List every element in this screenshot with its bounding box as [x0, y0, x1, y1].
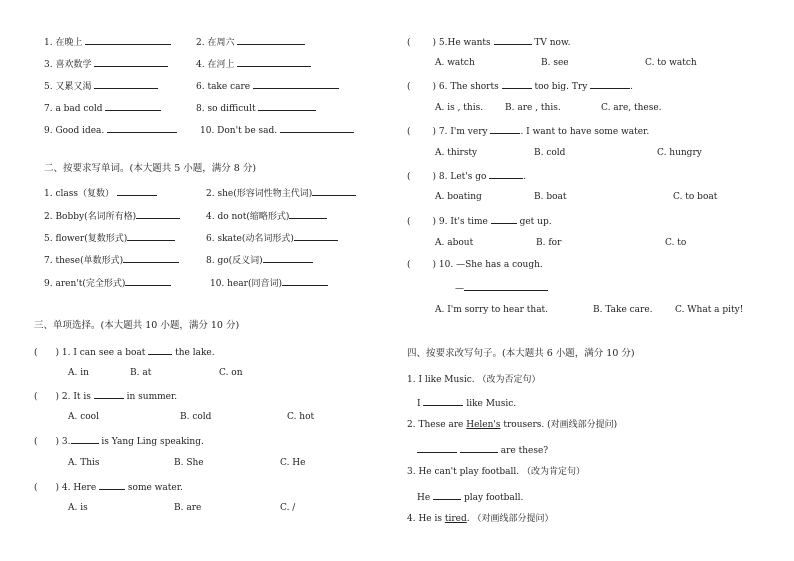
mc-1-option-b: B. at: [130, 368, 152, 378]
s1-item-1: 1. 在晚上: [44, 35, 171, 49]
mc-1-option-a: A. in: [68, 368, 89, 378]
s2-item-6: 6. skate(动名词形式): [206, 231, 338, 245]
section-3-heading: 三、单项选择。(本大题共 10 小题，满分 10 分): [34, 320, 240, 331]
mc-9-option-c: C. to: [665, 238, 687, 248]
answer-blank[interactable]: [491, 214, 517, 224]
mc-question-7: ( ) 7. I'm very . I want to have some water.: [407, 124, 649, 138]
mc-10-option-c: C. What a pity!: [675, 305, 744, 315]
mc-7-option-b: B. cold: [534, 148, 566, 158]
answer-blank[interactable]: [99, 480, 125, 490]
answer-blank[interactable]: [417, 443, 457, 453]
mc-6-option-b: B. are , this.: [505, 103, 561, 113]
answer-blank[interactable]: [489, 169, 523, 179]
mc-8-option-c: C. to boat: [673, 192, 718, 202]
answer-blank[interactable]: [127, 231, 175, 241]
s1-item-4: 4. 在河上: [196, 57, 311, 71]
answer-blank[interactable]: [253, 79, 339, 89]
s1-item-7: 7. a bad cold: [44, 101, 161, 115]
mc-question-3: ( ) 3. is Yang Ling speaking.: [34, 434, 204, 448]
answer-blank[interactable]: [280, 123, 354, 133]
mc-8-option-a: A. boating: [435, 192, 482, 202]
section-2-heading: 二、按要求写单词。(本大题共 5 小题，满分 8 分): [44, 163, 257, 174]
answer-blank[interactable]: [502, 79, 532, 89]
answer-blank[interactable]: [94, 57, 168, 67]
mc-9-option-b: B. for: [536, 238, 562, 248]
mc-9-option-a: A. about: [435, 238, 474, 248]
s2-item-1: 1. class（复数）: [44, 186, 157, 200]
answer-blank[interactable]: [105, 101, 161, 111]
mc-question-1: ( ) 1. I can see a boat the lake.: [34, 345, 215, 359]
mc-3-option-c: C. He: [280, 458, 306, 468]
mc-7-option-a: A. thirsty: [435, 148, 478, 158]
mc-3-option-b: B. She: [174, 458, 204, 468]
s1-item-5: 5. 又累又渴: [44, 79, 158, 93]
mc-6-option-c: C. are, these.: [601, 103, 662, 113]
s1-item-10: 10. Don't be sad.: [200, 123, 354, 137]
mc-1-option-c: C. on: [219, 368, 243, 378]
answer-blank[interactable]: [590, 79, 630, 89]
mc-4-option-c: C. /: [280, 503, 296, 513]
mc-question-2: ( ) 2. It is in summer.: [34, 389, 177, 403]
s1-item-6: 6. take care: [196, 79, 339, 93]
mc-5-option-c: C. to watch: [645, 58, 697, 68]
mc-6-option-a: A. is , this.: [435, 103, 484, 113]
rewrite-answer-3: He play football.: [417, 490, 523, 504]
mc-2-option-c: C. hot: [287, 412, 315, 422]
answer-blank[interactable]: [423, 396, 463, 406]
s1-item-2: 2. 在周六: [196, 35, 305, 49]
mc-3-option-a: A. This: [68, 458, 100, 468]
section-4-heading: 四、按要求改写句子。(本大题共 6 小题，满分 10 分): [407, 348, 635, 359]
answer-blank[interactable]: [237, 57, 311, 67]
s2-item-5: 5. flower(复数形式): [44, 231, 175, 245]
rewrite-question-2: 2. These are Helen's trousers. (对画线部分提问): [407, 420, 618, 430]
answer-blank[interactable]: [433, 490, 461, 500]
mc-5-option-b: B. see: [541, 58, 569, 68]
mc-question-10: ( ) 10. —She has a cough.: [407, 260, 543, 270]
s1-item-8: 8. so difficult: [196, 101, 316, 115]
mc-4-option-b: B. are: [174, 503, 202, 513]
answer-blank[interactable]: [123, 253, 179, 263]
rewrite-question-1: 1. I like Music. （改为否定句）: [407, 375, 541, 385]
s2-item-10: 10. hear(同音词): [210, 276, 328, 290]
mc-10-option-a: A. I'm sorry to hear that.: [435, 305, 549, 315]
answer-blank[interactable]: [117, 186, 157, 196]
answer-blank[interactable]: [490, 124, 520, 134]
rewrite-question-3: 3. He can't play football. （改为肯定句）: [407, 467, 585, 477]
answer-blank[interactable]: [148, 345, 172, 355]
s2-item-3: 2. Bobby(名词所有格): [44, 209, 180, 223]
answer-blank[interactable]: [464, 281, 548, 291]
answer-blank[interactable]: [85, 35, 171, 45]
mc-4-option-a: A. is: [68, 503, 88, 513]
s2-item-2: 2. she(形容词性物主代词): [206, 186, 356, 200]
answer-blank[interactable]: [125, 276, 171, 286]
rewrite-answer-1: I like Music.: [417, 396, 516, 410]
rewrite-question-4: 4. He is tired. （对画线部分提问）: [407, 514, 554, 524]
answer-blank[interactable]: [94, 79, 158, 89]
answer-blank[interactable]: [282, 276, 328, 286]
answer-blank[interactable]: [294, 231, 338, 241]
mc-2-option-a: A. cool: [68, 412, 99, 422]
mc-2-option-b: B. cold: [180, 412, 212, 422]
rewrite-answer-2: are these?: [417, 443, 548, 457]
s2-item-9: 9. aren't(完全形式): [44, 276, 171, 290]
answer-blank[interactable]: [237, 35, 305, 45]
mc-question-4: ( ) 4. Here some water.: [34, 480, 183, 494]
answer-blank[interactable]: [71, 434, 99, 444]
s1-item-3: 3. 喜欢数学: [44, 57, 168, 71]
answer-blank[interactable]: [136, 209, 180, 219]
answer-blank[interactable]: [94, 389, 124, 399]
s1-item-9: 9. Good idea.: [44, 123, 177, 137]
mc-question-5: ( ) 5.He wants TV now.: [407, 35, 570, 49]
answer-blank[interactable]: [263, 253, 313, 263]
mc-question-9: ( ) 9. It's time get up.: [407, 214, 552, 228]
mc-question-8: ( ) 8. Let's go .: [407, 169, 526, 183]
mc-8-option-b: B. boat: [534, 192, 567, 202]
answer-blank[interactable]: [460, 443, 498, 453]
mc-10-option-b: B. Take care.: [593, 305, 653, 315]
s2-item-4: 4. do not(缩略形式): [206, 209, 327, 223]
answer-blank[interactable]: [107, 123, 177, 133]
mc-7-option-c: C. hungry: [657, 148, 702, 158]
answer-blank[interactable]: [494, 35, 532, 45]
mc-question-6: ( ) 6. The shorts too big. Try .: [407, 79, 633, 93]
s2-item-8: 8. go(反义词): [206, 253, 313, 267]
mc-10-reply: —: [455, 281, 548, 295]
answer-blank[interactable]: [258, 101, 316, 111]
mc-5-option-a: A. watch: [435, 58, 475, 68]
answer-blank[interactable]: [289, 209, 327, 219]
s2-item-7: 7. these(单数形式): [44, 253, 179, 267]
answer-blank[interactable]: [312, 186, 356, 196]
